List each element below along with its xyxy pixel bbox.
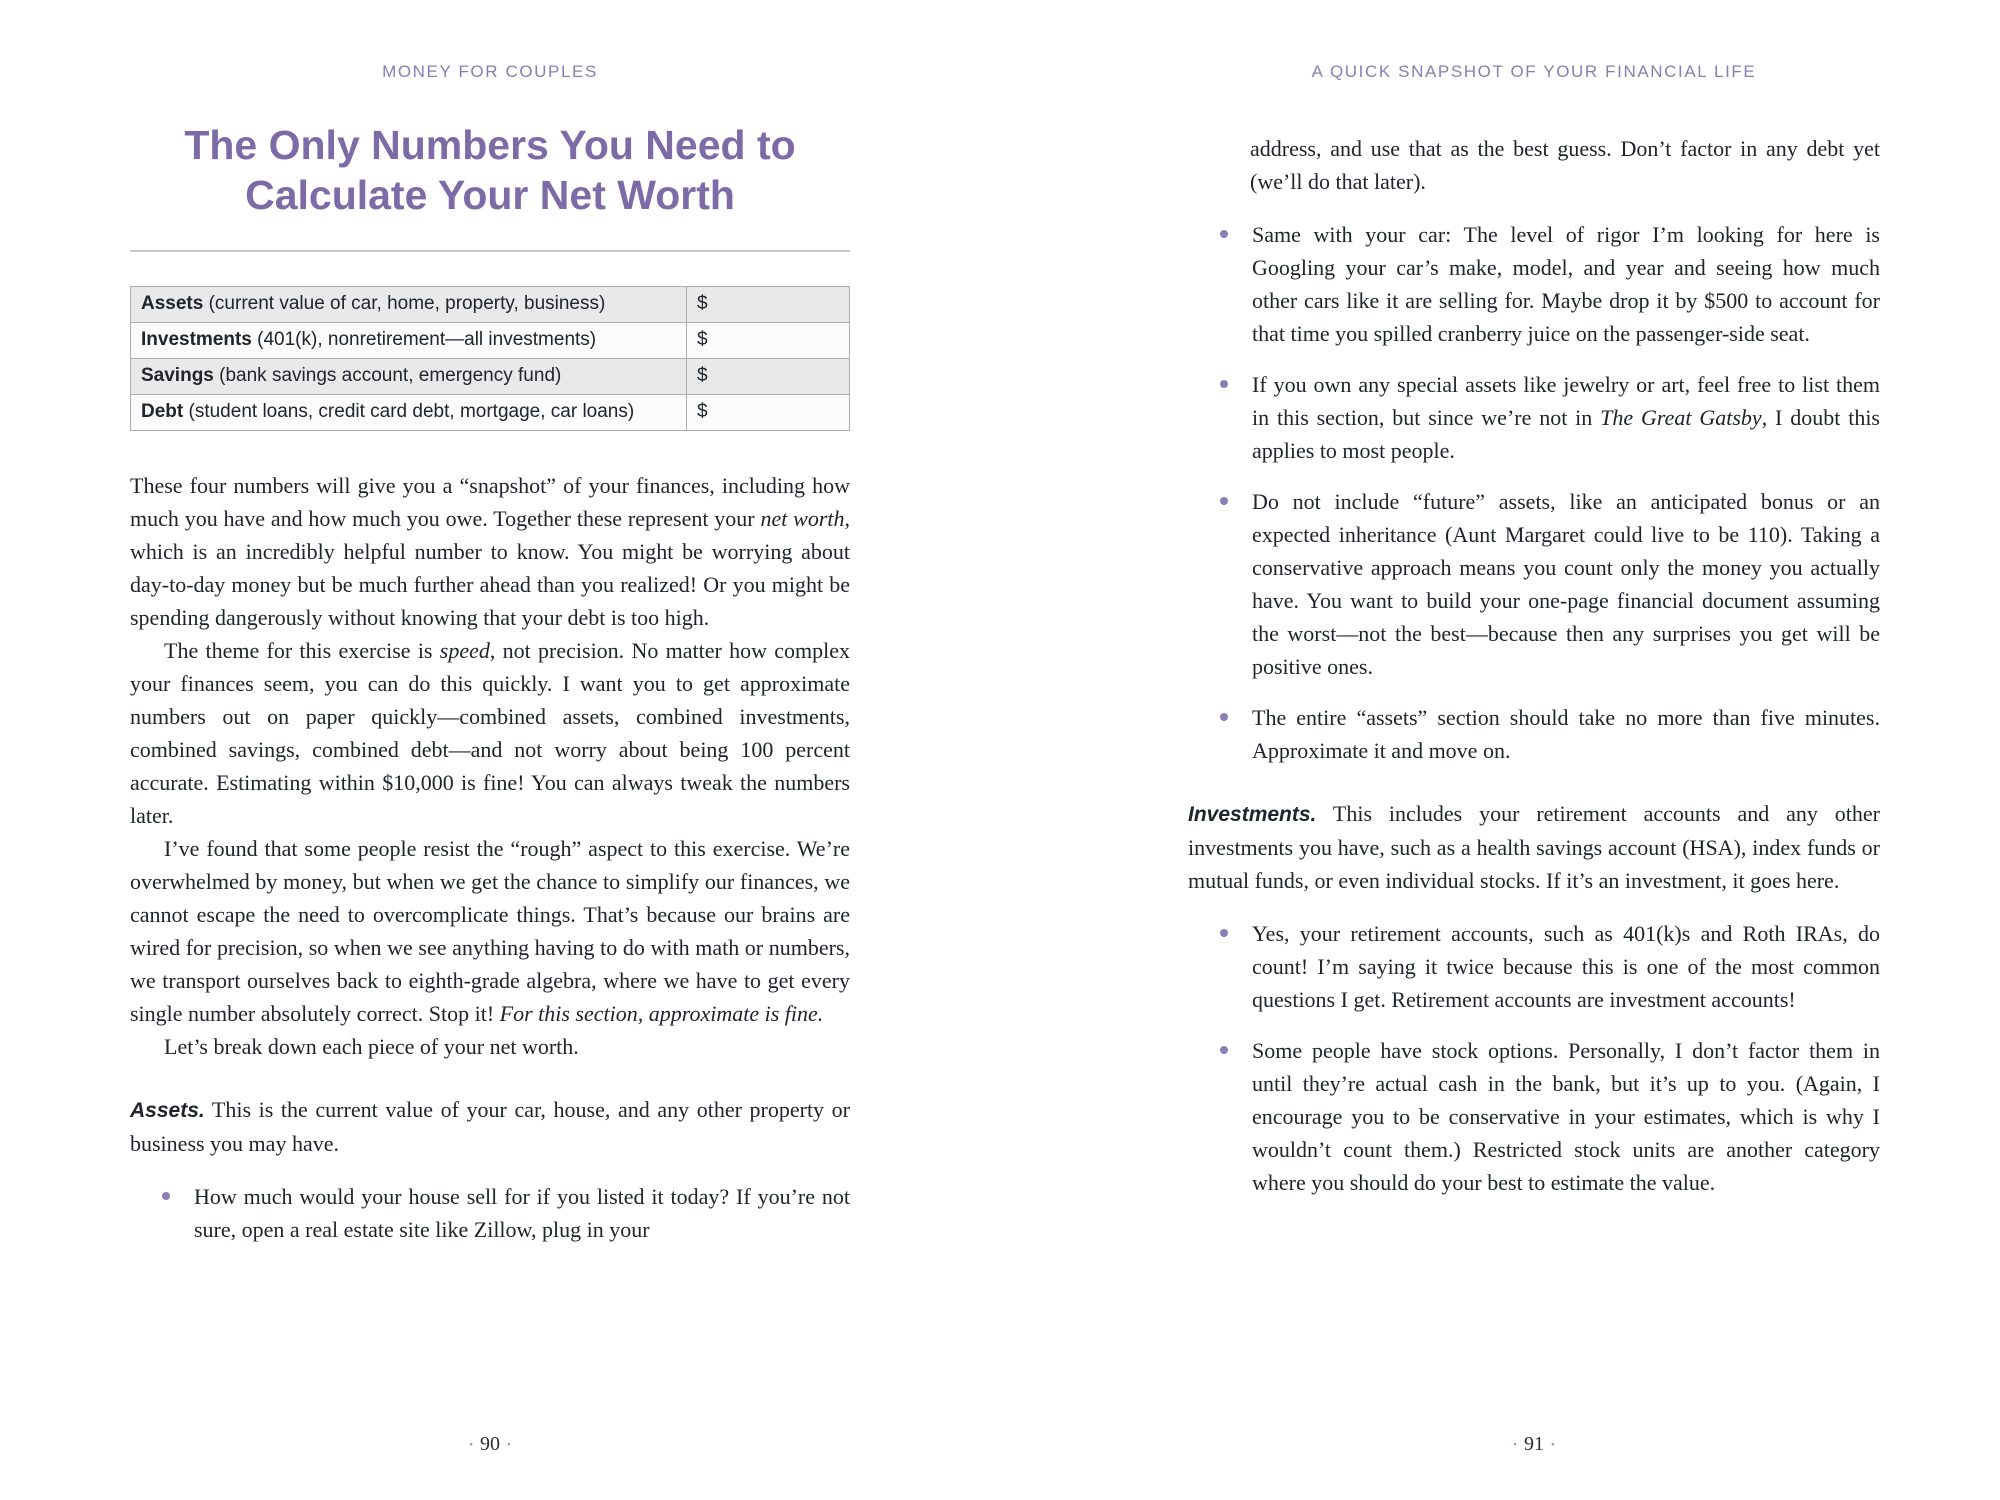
bullet-item — [1188, 485, 1880, 683]
text-segment: How much would your house sell for if you listed it today? If you’re not sure, open a real estate site like Zillow, plug in your — [194, 1183, 850, 1242]
title-divider — [130, 250, 850, 252]
folio-dot-icon: • — [507, 1439, 511, 1451]
table-term-desc: (student loans, credit card debt, mortgage, car loans) — [183, 401, 635, 423]
net-worth-table — [130, 286, 850, 431]
body-paragraph — [130, 1030, 850, 1063]
table-term: Debt — [141, 401, 184, 423]
text-segment: For this section, approximate is fine. — [499, 1001, 824, 1027]
bullet-item — [1188, 1034, 1880, 1199]
section-lead: Investments. — [1188, 803, 1317, 826]
text-segment: , which is an incredibly helpful number to know. You might be worrying about day-to-day money but be much further ahead than you realized! Or you might be spending dangerously without knowing that your debt is too high. — [130, 506, 850, 631]
text-segment: Same with your car: The level of rigor I’m looking for here is Googling your car’s make, model, and year and seeing how much other cars like it are selling for. Maybe drop it by $500 to account for that time you spilled cranberry juice on the passenger-side seat. — [1252, 222, 1880, 346]
body-paragraph — [130, 634, 850, 832]
page-number-value: 90 — [480, 1433, 500, 1455]
table-row — [131, 359, 850, 395]
text-segment: If you own any special assets like jewelry or art, feel free to list them in this section, but since we’re not in — [1252, 372, 1880, 430]
text-segment: Do not include “future” assets, like an anticipated bonus or an expected inheritance (Aunt Margaret could live to be 110). Taking a conservative approach means you count only the money you actually have. You want to build your one-page financial document assuming the worst—not the best—because then any surprises you get will be positive ones. — [1252, 489, 1880, 679]
bullet-icon — [1220, 1046, 1228, 1054]
bullet-icon — [162, 1192, 170, 1200]
folio-dot-icon: • — [1513, 1439, 1517, 1451]
section-lead: Assets. — [130, 1099, 205, 1123]
table-row — [131, 395, 850, 431]
body-paragraph — [130, 832, 850, 1030]
bullet-list — [1188, 218, 1880, 767]
text-segment: net worth — [760, 506, 845, 532]
bullet-icon — [1220, 497, 1228, 505]
table-term-cell — [131, 287, 687, 323]
bullet-item — [1188, 917, 1880, 1016]
text-segment: The theme for this exercise is — [164, 638, 440, 664]
text-segment: Yes, your retirement accounts, such as 401(k)s and Roth IRAs, do count! I’m saying it twice because this is one of the most common questions I get. Retirement accounts are investment accounts! — [1252, 920, 1880, 1012]
page-number-left — [130, 1433, 850, 1456]
page-number-value: 91 — [1524, 1433, 1544, 1455]
text-segment: , I doubt this applies to most people. — [1252, 405, 1880, 463]
table-term: Investments — [141, 329, 252, 351]
text-segment: The entire “assets” section should take no more than five minutes. Approximate it and move on. — [1252, 705, 1880, 763]
bullet-item — [1188, 701, 1880, 767]
folio-dot-icon: • — [1551, 1439, 1555, 1451]
table-term: Assets — [141, 293, 204, 315]
section-paragraph — [130, 1093, 850, 1160]
table-value-cell: $ — [687, 287, 850, 323]
table-row — [131, 323, 850, 359]
bullet-icon — [1220, 230, 1228, 238]
table-term-desc: (401(k), nonretirement—all investments) — [251, 329, 597, 351]
running-head-left: MONEY FOR COUPLES — [382, 62, 598, 81]
table-value-cell: $ — [687, 395, 850, 431]
bullet-item — [1188, 368, 1880, 467]
text-segment: This includes your retirement accounts and any other investments you have, such as a health savings account (HSA), index funds or mutual funds, or even individual stocks. If it’s an investment, it goes here. — [1188, 801, 1880, 893]
body-paragraph — [130, 469, 850, 634]
table-term-desc: (bank savings account, emergency fund) — [213, 365, 562, 387]
text-segment: address, and use that as the best guess. Don’t factor in any debt yet (we’ll do that later). — [1250, 136, 1880, 194]
chapter-title-line2: Calculate Your Net Worth — [245, 172, 735, 219]
bullet-item — [1188, 218, 1880, 350]
text-segment: I’ve found that some people resist the “rough” aspect to this exercise. We’re overwhelmed by money, but when we get the chance to simplify our finances, we cannot escape the need to overcomplicate things. That’s because our brains are wired for precision, so when we see anything having to do with math or numbers, we transport ourselves back to eighth-grade algebra, where we have to get every single number absolutely correct. Stop it! — [130, 836, 850, 1027]
section-paragraph — [1188, 797, 1880, 897]
text-segment: These four numbers will give you a “snapshot” of your finances, including how much you have and how much you owe. Together these represent your — [130, 473, 850, 532]
table-term-desc: (current value of car, home, property, business) — [203, 293, 606, 315]
running-head-right: A QUICK SNAPSHOT OF YOUR FINANCIAL LIFE — [1311, 62, 1757, 81]
bullet-continuation — [1188, 132, 1880, 198]
table-term-cell — [131, 323, 687, 359]
table-value-cell: $ — [687, 323, 850, 359]
text-segment: Let’s break down each piece of your net worth. — [164, 1034, 579, 1060]
table-row — [131, 287, 850, 323]
left-page — [130, 0, 850, 1500]
left-page-content — [130, 286, 850, 1246]
text-segment: speed — [439, 638, 490, 664]
text-segment: Some people have stock options. Personally, I don’t factor them in until they’re actual cash in the bank, but it’s up to you. (Again, I encourage you to be conservative in your estimates, which is why I wouldn’t count them.) Restricted stock units are another category where you should do your best to estimate the value. — [1252, 1037, 1880, 1195]
bullet-list — [1188, 917, 1880, 1199]
bullet-list — [130, 1180, 850, 1246]
text-segment: , not precision. No matter how complex your finances seem, you can do this quickly. I want you to get approximate numbers out on paper quickly—combined assets, combined investments, combined savings, combined debt—and not worry about being 100 percent accurate. Estimating within $10,000 is fine! You can always tweak the numbers later. — [130, 638, 850, 829]
text-segment: This is the current value of your car, house, and any other property or business you may have. — [130, 1097, 850, 1156]
bullet-icon — [1220, 713, 1228, 721]
bullet-item — [130, 1180, 850, 1246]
table-term-cell — [131, 395, 687, 431]
page-number-right — [1188, 1433, 1880, 1456]
table-term: Savings — [141, 365, 214, 387]
chapter-title-line1: The Only Numbers You Need to — [184, 122, 796, 168]
chapter-title — [130, 120, 850, 220]
text-segment: The Great Gatsby — [1600, 405, 1762, 430]
right-page — [1188, 0, 1880, 1500]
table-value-cell: $ — [687, 359, 850, 395]
bullet-icon — [1220, 380, 1228, 388]
right-page-content — [1188, 132, 1880, 1199]
folio-dot-icon: • — [469, 1439, 473, 1451]
table-term-cell — [131, 359, 687, 395]
bullet-icon — [1220, 929, 1228, 937]
